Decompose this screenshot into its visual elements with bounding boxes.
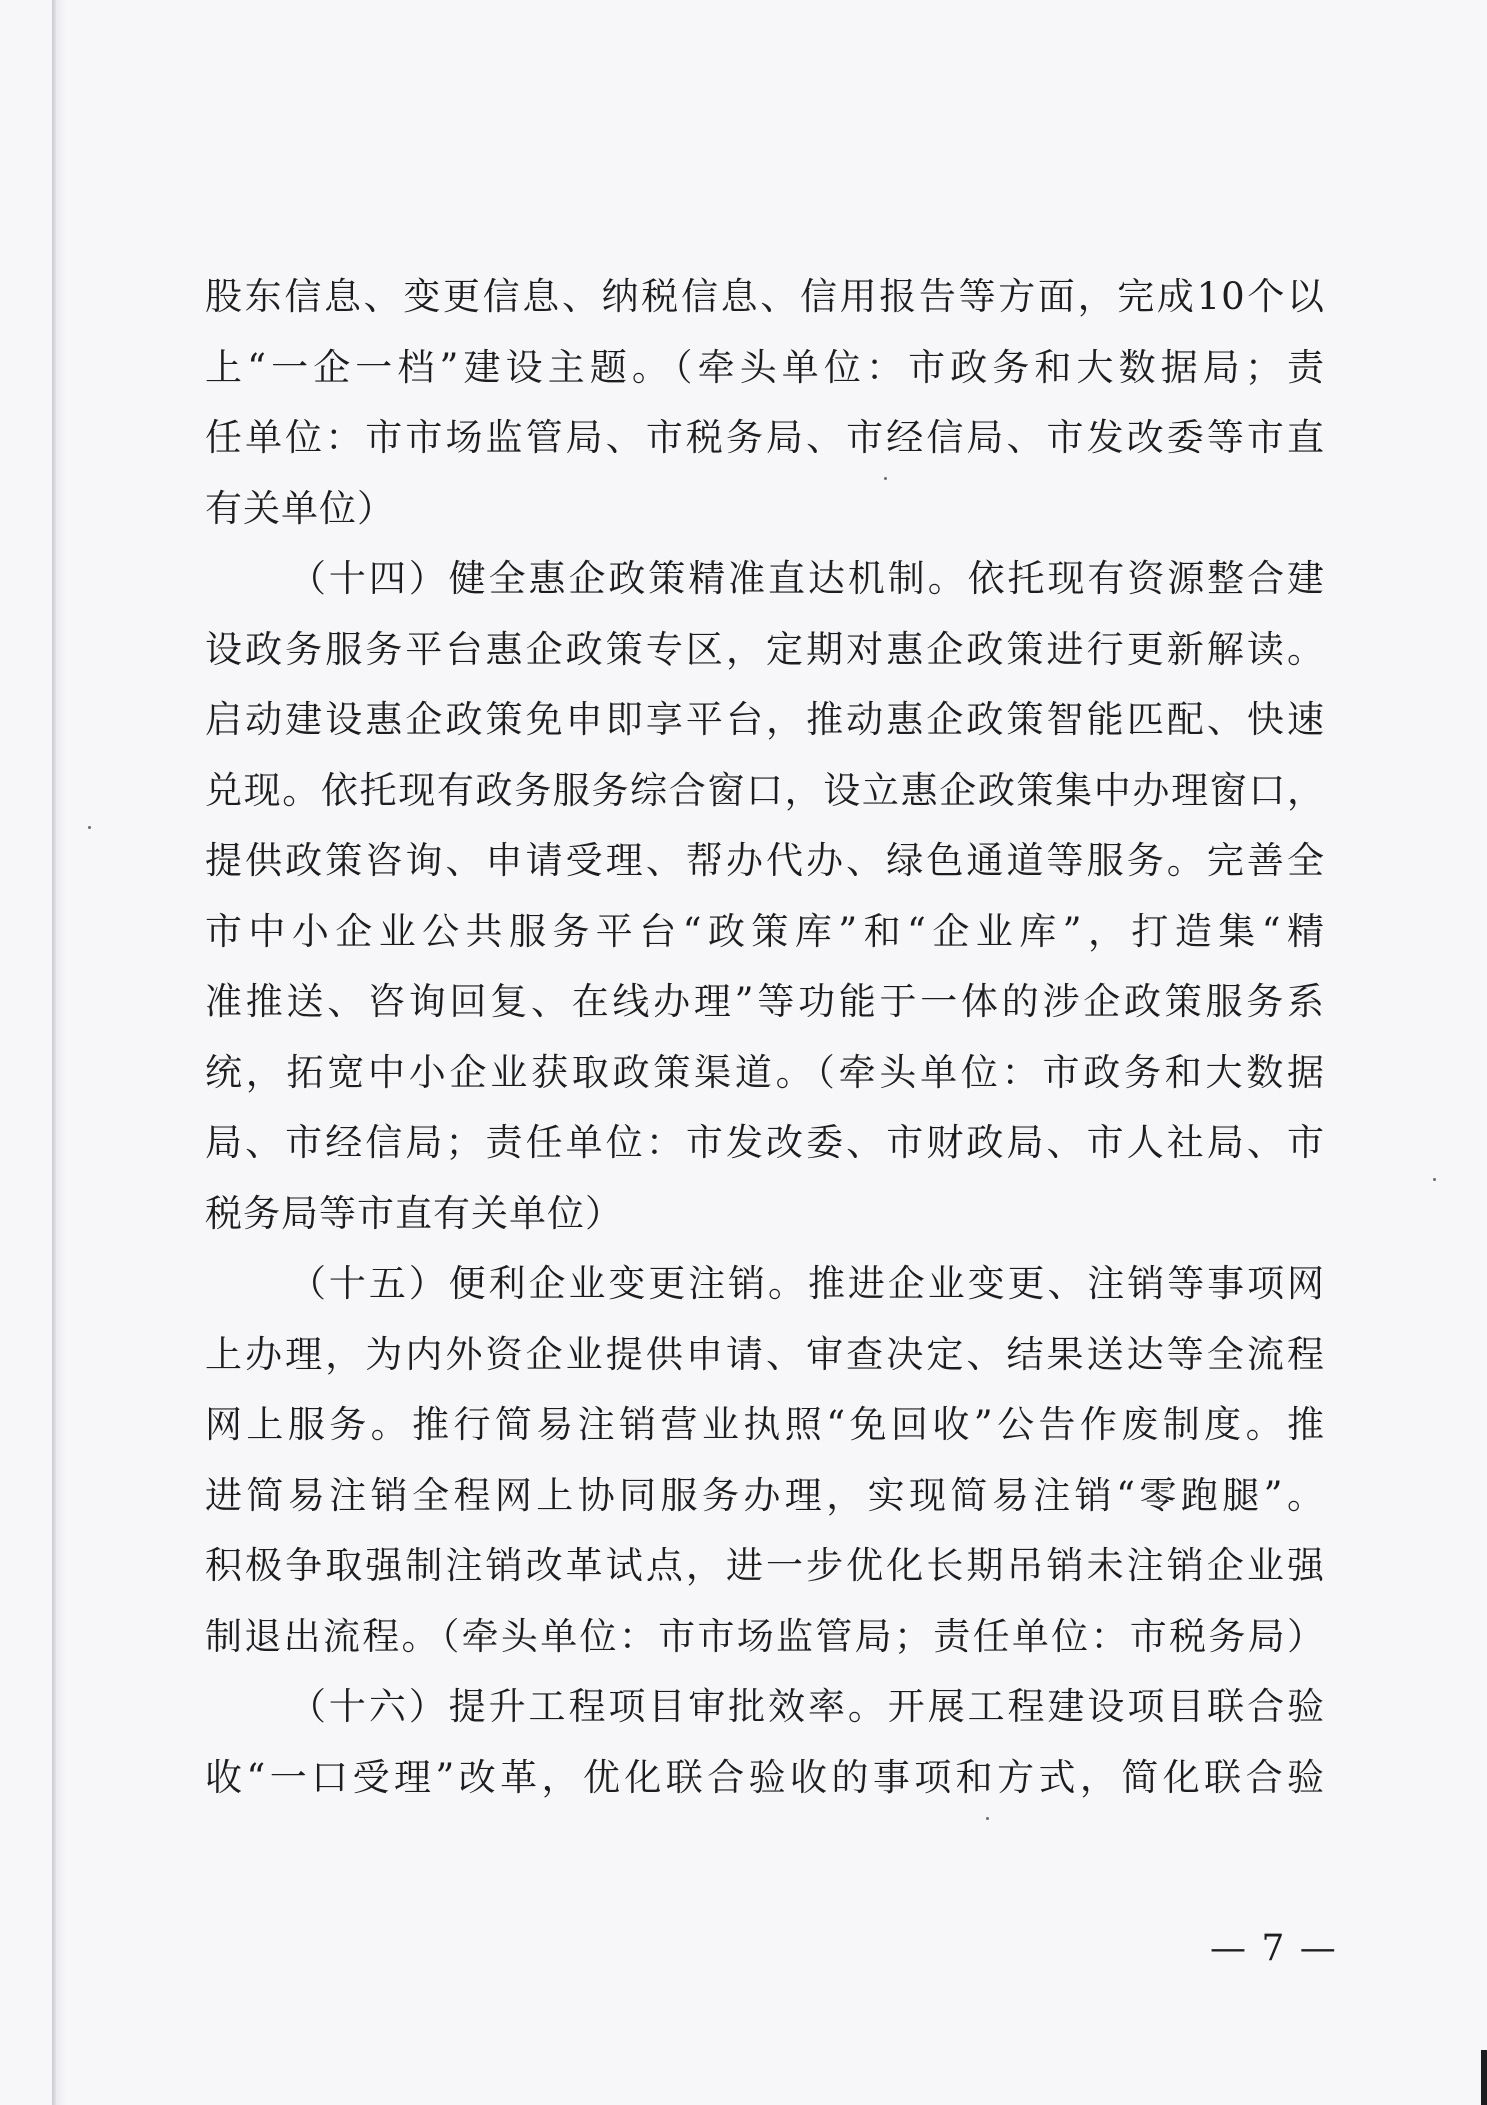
text-line: 股东信息、变更信息、纳税信息、信用报告等方面，完成10个以 — [205, 275, 1325, 318]
text-line: 任单位：市市场监管局、市税务局、市经信局、市发改委等市直 — [205, 416, 1325, 459]
text-line: （十五）便利企业变更注销。推进企业变更、注销等事项网 — [289, 1262, 1325, 1305]
text-line: 兑现。依托现有政务服务综合窗口，设立惠企政策集中办理窗口， — [205, 768, 1325, 812]
text-line: 准推送、咨询回复、在线办理”等功能于一体的涉企政策服务系 — [205, 980, 1325, 1023]
text-line: 启动建设惠企政策免申即享平台，推动惠企政策智能匹配、快速 — [205, 698, 1325, 741]
text-line: 市中小企业公共服务平台“政策库”和“企业库”，打造集“精 — [205, 909, 1325, 953]
text-line: 收“一口受理”改革，优化联合验收的事项和方式，简化联合验 — [205, 1755, 1325, 1799]
text-line: 网上服务。推行简易注销营业执照“免回收”公告作废制度。推 — [205, 1403, 1325, 1446]
text-line: 统，拓宽中小企业获取政策渠道。（牵头单位：市政务和大数据 — [205, 1050, 1325, 1094]
paragraph-section-15 — [205, 1249, 1325, 1672]
text-line: 上办理，为内外资企业提供申请、审查决定、结果送达等全流程 — [205, 1332, 1325, 1376]
scan-speck — [1433, 1178, 1436, 1181]
scan-edge-mark — [1481, 2050, 1487, 2105]
text-line: 提供政策咨询、申请受理、帮办代办、绿色通道等服务。完善全 — [205, 839, 1325, 882]
text-line: 设政务服务平台惠企政策专区，定期对惠企政策进行更新解读。 — [205, 627, 1325, 671]
text-line: 局、市经信局；责任单位：市发改委、市财政局、市人社局、市 — [205, 1121, 1325, 1164]
text-line: 税务局等市直有关单位） — [205, 1191, 623, 1235]
page-number: — 7 — — [1210, 1928, 1338, 1969]
text-line: 积极争取强制注销改革试点，进一步优化长期吊销未注销企业强 — [205, 1544, 1325, 1587]
scan-speck — [884, 477, 887, 480]
paragraph-intro — [205, 262, 1325, 544]
paragraph-section-14 — [205, 544, 1325, 1249]
text-line: （十六）提升工程项目审批效率。开展工程建设项目联合验 — [289, 1685, 1325, 1728]
document-body — [205, 262, 1325, 1813]
text-line: （十四）健全惠企政策精准直达机制。依托现有资源整合建 — [289, 557, 1325, 600]
text-line: 上“一企一档”建设主题。（牵头单位：市政务和大数据局；责 — [205, 345, 1325, 389]
scan-speck — [986, 1817, 989, 1820]
binding-shadow — [56, 0, 66, 2105]
text-line: 制退出流程。（牵头单位：市市场监管局；责任单位：市税务局） — [205, 1614, 1325, 1658]
text-line: 有关单位） — [205, 486, 395, 530]
scan-speck — [88, 826, 91, 829]
paragraph-section-16 — [205, 1672, 1325, 1813]
text-line: 进简易注销全程网上协同服务办理，实现简易注销“零跑腿”。 — [205, 1473, 1325, 1517]
